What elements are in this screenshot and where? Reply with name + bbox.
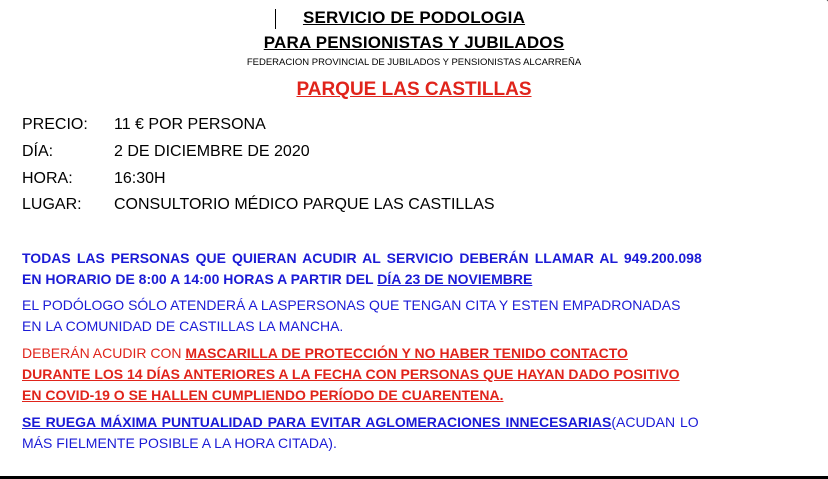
detail-row-time <box>22 170 166 188</box>
notice-line: TODAS LAS PERSONAS QUE QUIERAN ACUDIR AL SERVICIO DEBERÁN LLAMAR AL 949.200.098 <box>22 250 702 266</box>
detail-label: PRECIO: <box>22 116 88 133</box>
notice-line: MÁS FIELMENTE POSIBLE A LA HORA CITADA). <box>22 435 337 451</box>
notice-punctuality <box>22 412 800 454</box>
notice-text: DEBERÁN ACUDIR CON <box>22 345 186 361</box>
federation-name <box>0 57 828 68</box>
notice-covid <box>22 343 800 406</box>
location-title: PARQUE LAS CASTILLAS <box>296 79 532 100</box>
detail-value: CONSULTORIO MÉDICO PARQUE LAS CASTILLAS <box>114 196 495 213</box>
page-title: SERVICIO DE PODOLOGIA <box>302 8 526 27</box>
notice-line: EN LA COMUNIDAD DE CASTILLAS LA MANCHA. <box>22 318 344 334</box>
detail-value: 11 € POR PERSONA <box>114 116 266 133</box>
detail-row-day <box>22 143 310 161</box>
notice-line: EL PODÓLOGO SÓLO ATENDERÁ A LASPERSONAS QUE TENGAN CITA Y ESTEN EMPADRONADAS <box>22 297 681 313</box>
federation-text: FEDERACION PROVINCIAL DE JUBILADOS Y PENSIONISTAS ALCARREÑA <box>246 57 582 68</box>
page-subtitle: PARA PENSIONISTAS Y JUBILADOS <box>263 33 565 52</box>
notice-line <box>22 269 800 290</box>
notice-appointment <box>22 295 800 337</box>
detail-label: HORA: <box>22 170 73 187</box>
detail-value: 16:30H <box>114 170 166 187</box>
notice-line <box>22 412 800 433</box>
notice-line <box>22 343 800 364</box>
notice-call-instructions <box>22 248 800 290</box>
detail-label: LUGAR: <box>22 196 82 213</box>
notice-emphasis: MASCARILLA DE PROTECCIÓN Y NO HABER TENIDO CONTACTO <box>185 345 628 361</box>
notice-emphasis: SE RUEGA MÁXIMA PUNTUALIDAD PARA EVITAR AGLOMERACIONES INNECESARIAS <box>22 414 612 430</box>
notice-line: DURANTE LOS 14 DÍAS ANTERIORES A LA FECHA CON PERSONAS QUE HAYAN DADO POSITIVO <box>22 366 680 382</box>
notice-text: (ACUDAN LO <box>611 414 699 430</box>
detail-row-price <box>22 116 266 134</box>
detail-value: 2 DE DICIEMBRE DE 2020 <box>114 143 310 160</box>
notice-text: EN HORARIO DE 8:00 A 14:00 HORAS A PARTIR DEL <box>22 271 378 287</box>
detail-label: DÍA: <box>22 143 54 160</box>
notice-line: EN COVID-19 O SE HALLEN CUMPLIENDO PERÍODO DE CUARENTENA. <box>22 387 504 403</box>
notice-date: DÍA 23 DE NOVIEMBRE <box>377 271 533 287</box>
detail-row-place <box>22 196 495 214</box>
